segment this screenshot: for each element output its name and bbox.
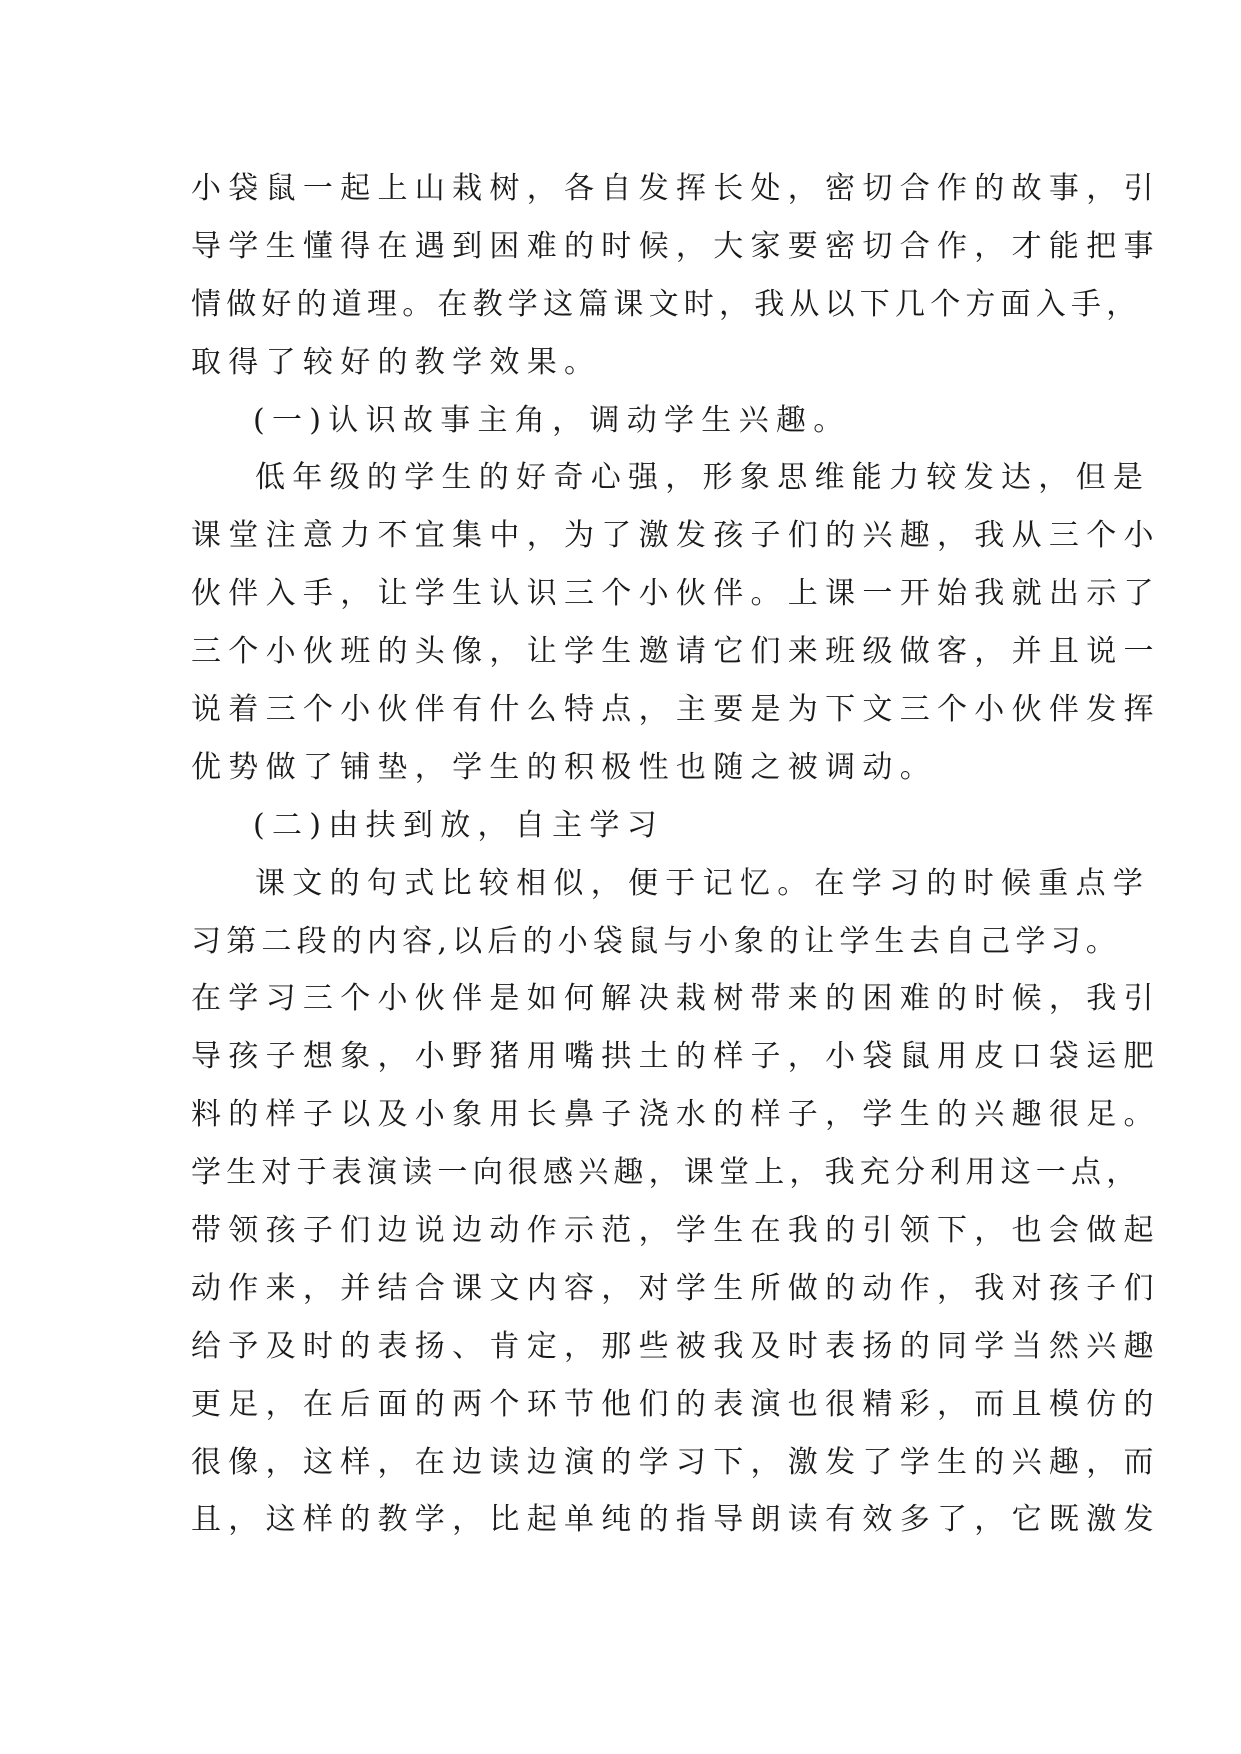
text-line: 带领孩子们边说边动作示范，学生在我的引领下，也会做起 — [191, 1213, 1161, 1249]
text-line: 情做好的道理。在教学这篇课文时，我从以下几个方面入手， — [191, 286, 1142, 322]
text-line: 说着三个小伙伴有什么特点，主要是为下文三个小伙伴发挥 — [191, 692, 1161, 728]
text-line: 小袋鼠一起上山栽树，各自发挥长处，密切合作的故事，引 — [191, 171, 1161, 206]
text-line: 学生对于表演读一向很感兴趣，课堂上，我充分利用这一点， — [191, 1155, 1142, 1191]
text-line: 给予及时的表扬、肯定，那些被我及时表扬的同学当然兴趣 — [191, 1328, 1161, 1364]
text-line: 更足，在后面的两个环节他们的表演也很精彩，而且模仿的 — [191, 1386, 1161, 1422]
section-heading-1: (一)认识故事主角，调动学生兴趣。 — [253, 402, 851, 438]
text-line: 优势做了铺垫，学生的积极性也随之被调动。 — [191, 749, 937, 785]
text-line: 且，这样的教学，比起单纯的指导朗读有效多了，它既激发 — [191, 1502, 1161, 1538]
text-line: 动作来，并结合课文内容，对学生所做的动作，我对孩子们 — [191, 1270, 1161, 1306]
text-line: 课堂注意力不宜集中，为了激发孩子们的兴趣，我从三个小 — [191, 518, 1161, 554]
text-line: 料的样子以及小象用长鼻子浇水的样子，学生的兴趣很足。 — [191, 1097, 1161, 1133]
text-line: 习第二段的内容,以后的小袋鼠与小象的让学生去自己学习。 — [191, 923, 1121, 959]
text-line: 取得了较好的教学效果。 — [191, 344, 602, 380]
text-line: 三个小伙班的头像，让学生邀请它们来班级做客，并且说一 — [191, 634, 1161, 670]
text-line: 伙伴入手，让学生认识三个小伙伴。上课一开始我就出示了 — [191, 576, 1161, 612]
text-line: 导学生懂得在遇到困难的时候，大家要密切合作，才能把事 — [191, 228, 1161, 264]
section-heading-2: (二)由扶到放，自主学习 — [253, 807, 665, 843]
document-body — [191, 160, 1161, 1549]
text-line: 在学习三个小伙伴是如何解决栽树带来的困难的时候，我引 — [191, 981, 1161, 1017]
text-line: 低年级的学生的好奇心强，形象思维能力较发达，但是 — [255, 460, 1151, 496]
text-line: 导孩子想象，小野猪用嘴拱土的样子，小袋鼠用皮口袋运肥 — [191, 1039, 1161, 1075]
text-line: 很像，这样，在边读边演的学习下，激发了学生的兴趣，而 — [191, 1444, 1161, 1480]
text-line: 课文的句式比较相似，便于记忆。在学习的时候重点学 — [255, 865, 1151, 901]
